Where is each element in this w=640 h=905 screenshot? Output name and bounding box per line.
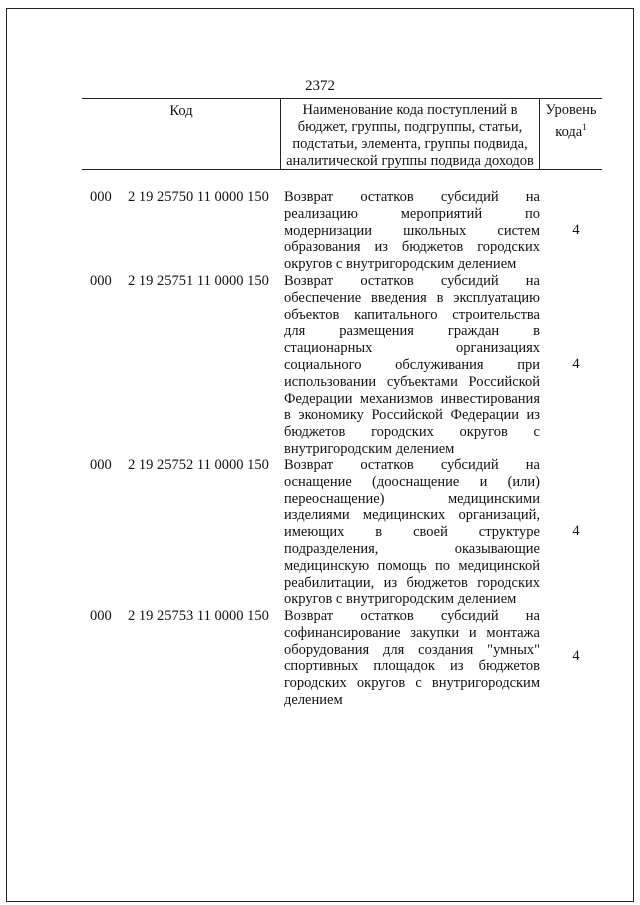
header-name: Наименование кода поступлений в бюджет, группы, подгруппы, статьи, подстатьи, элемента, группы подвида, аналитической группы подвида доходов (280, 99, 540, 169)
row-name: Возврат остатков субсидий на софинансирование закупки и монтажа оборудования для создания "умных" спортивных площадок из бюджетов городских округов с внутригородским делением (284, 608, 540, 708)
row-budget-code: 2 19 25750 11 0000 150 (128, 189, 269, 205)
row-name: Возврат остатков субсидий на реализацию мероприятий по модернизации школьных систем образования из бюджетов городских округов с внутригородским делением (284, 189, 540, 273)
row-admin-code: 000 (90, 457, 112, 473)
row-admin-code: 000 (90, 189, 112, 205)
page-number: 2372 (305, 78, 335, 94)
row-name: Возврат остатков субсидий на обеспечение введения в эксплуатацию объектов капитального строительства для размещения граждан в стационарных организациях социального обслуживания при использовании субъектами Российской Федерации механизмов инвестирования в экономику Российской Федерации из бюджетов городских округов с внутригородским делением (284, 273, 540, 457)
row-level: 4 (572, 523, 580, 539)
table-header (82, 98, 602, 170)
header-code: Код (169, 103, 193, 119)
row-level: 4 (572, 648, 580, 664)
row-name: Возврат остатков субсидий на оснащение (дооснащение и (или) переоснащение) медицинскими изделиями медицинских организаций, имеющих в своей структуре подразделения, оказывающие медицинскую помощь по медицинской реабилитации, из бюджетов городских округов с внутригородским делением (284, 457, 540, 608)
row-budget-code: 2 19 25751 11 0000 150 (128, 273, 269, 289)
row-budget-code: 2 19 25753 11 0000 150 (128, 608, 269, 624)
row-level: 4 (572, 222, 580, 238)
header-level-label: Уровень кода (545, 102, 597, 140)
header-level-footnote: 1 (582, 122, 587, 132)
header-level (540, 99, 602, 169)
row-admin-code: 000 (90, 273, 112, 289)
row-admin-code: 000 (90, 608, 112, 624)
row-level: 4 (572, 356, 580, 372)
row-budget-code: 2 19 25752 11 0000 150 (128, 457, 269, 473)
